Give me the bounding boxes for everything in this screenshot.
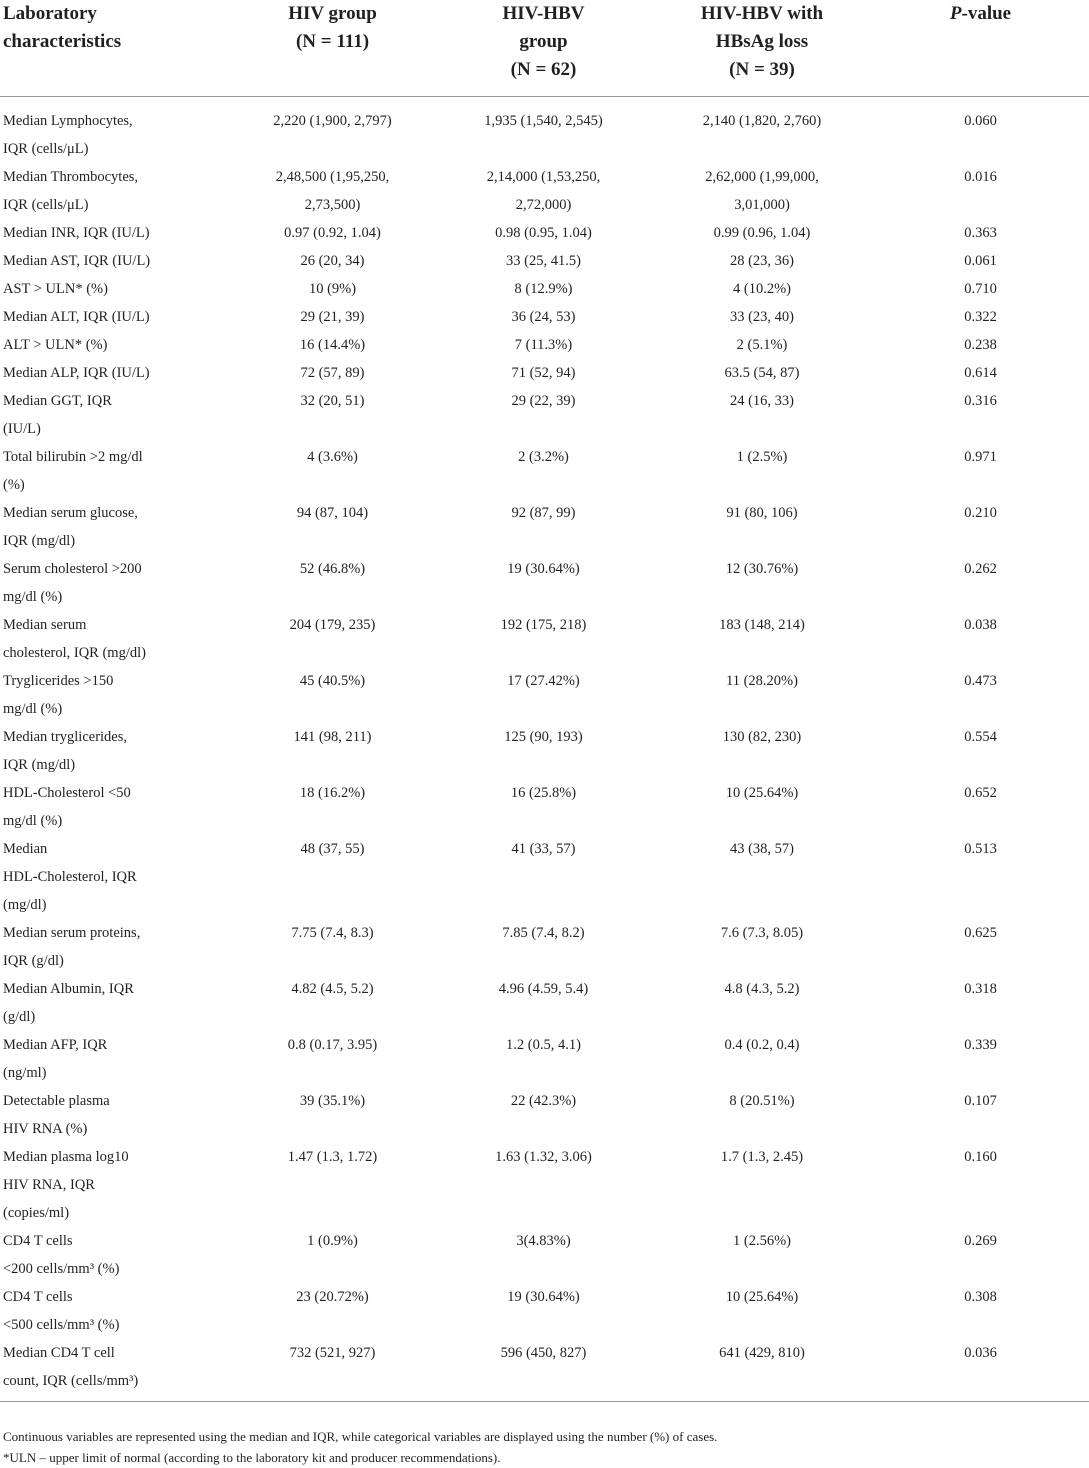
table-row [0, 387, 1089, 443]
table-row [0, 1143, 1089, 1227]
cell-hiv-group: 16 (14.4%) [299, 337, 366, 353]
cell-hiv-hbv-group: 3(4.83%) [516, 1233, 571, 1249]
cell-p-value: 0.036 [964, 1345, 997, 1361]
cell-p-value: 0.710 [964, 281, 997, 297]
cell-hiv-group: 1.47 (1.3, 1.72) [287, 1149, 378, 1165]
cell-hiv-group: 23 (20.72%) [296, 1289, 369, 1305]
table-footnotes [3, 1426, 1083, 1468]
cell-p-value: 0.016 [964, 169, 997, 185]
cell-hiv-group: 4 (3.6%) [307, 449, 358, 465]
cell-hiv-hbv-group: 192 (175, 218) [500, 617, 587, 633]
cell-p-value: 0.971 [964, 449, 997, 465]
footnote-line: *ULN – upper limit of normal (according to the laboratory kit and producer recommendations). [3, 1450, 501, 1465]
cell-hiv-hbv-group: 0.98 (0.95, 1.04) [495, 225, 592, 241]
header-hiv-group: HIV group (N = 111) [288, 3, 377, 52]
row-label: Median Albumin, IQR (g/dl) [3, 981, 134, 1025]
table-row [0, 667, 1089, 723]
cell-hiv-group: 94 (87, 104) [296, 505, 369, 521]
row-label: ALT > ULN* (%) [3, 337, 108, 353]
cell-hiv-hbv-group: 1.63 (1.32, 3.06) [495, 1149, 592, 1165]
cell-hbsag-loss-group: 0.99 (0.96, 1.04) [713, 225, 811, 241]
cell-p-value: 0.614 [964, 365, 997, 381]
row-label: Median AST, IQR (IU/L) [3, 253, 151, 269]
cell-p-value: 0.322 [964, 309, 997, 325]
cell-hbsag-loss-group: 10 (25.64%) [725, 1289, 799, 1305]
table-row [0, 275, 1089, 303]
cell-hiv-hbv-group: 7.85 (7.4, 8.2) [502, 925, 585, 941]
cell-p-value: 0.318 [964, 981, 997, 997]
row-label: Median GGT, IQR (IU/L) [3, 393, 112, 437]
table-row [0, 975, 1089, 1031]
table-row [0, 163, 1089, 219]
cell-hiv-hbv-group: 1,935 (1,540, 2,545) [484, 113, 603, 129]
cell-hiv-hbv-group: 19 (30.64%) [507, 1289, 580, 1305]
cell-hbsag-loss-group: 2,62,000 (1,99,000, 3,01,000) [705, 169, 819, 213]
table-row [0, 1087, 1089, 1143]
cell-hbsag-loss-group: 2,140 (1,820, 2,760) [702, 113, 822, 129]
cell-hiv-group: 7.75 (7.4, 8.3) [291, 925, 374, 941]
table-row [0, 1283, 1089, 1339]
table-row [0, 779, 1089, 835]
cell-hiv-hbv-group: 4.96 (4.59, 5.4) [498, 981, 589, 997]
header-p-value: P-value [949, 3, 1012, 24]
cell-hiv-group: 0.8 (0.17, 3.95) [287, 1037, 378, 1053]
table-row [0, 723, 1089, 779]
cell-hiv-hbv-group: 41 (33, 57) [511, 841, 576, 857]
table-row [0, 219, 1089, 247]
cell-p-value: 0.363 [964, 225, 997, 241]
row-label: AST > ULN* (%) [3, 281, 108, 297]
cell-hiv-group: 4.82 (4.5, 5.2) [291, 981, 374, 997]
cell-hiv-group: 45 (40.5%) [299, 673, 366, 689]
cell-hbsag-loss-group: 12 (30.76%) [725, 561, 799, 577]
cell-p-value: 0.513 [964, 841, 997, 857]
cell-p-value: 0.238 [964, 337, 997, 353]
row-label: Serum cholesterol >200 mg/dl (%) [3, 561, 142, 605]
cell-hiv-hbv-group: 8 (12.9%) [514, 281, 573, 297]
row-label: Median Lymphocytes, IQR (cells/μL) [3, 113, 133, 157]
header-laboratory-characteristics: Laboratory characteristics [3, 3, 122, 52]
cell-hiv-group: 32 (20, 51) [300, 393, 365, 409]
row-label: Total bilirubin >2 mg/dl (%) [3, 449, 143, 493]
cell-p-value: 0.061 [964, 253, 997, 269]
cell-hiv-hbv-group: 2 (3.2%) [518, 449, 569, 465]
cell-hbsag-loss-group: 1 (2.5%) [736, 449, 788, 465]
cell-hbsag-loss-group: 91 (80, 106) [726, 505, 798, 521]
cell-hbsag-loss-group: 7.6 (7.3, 8.05) [720, 925, 804, 941]
row-label: Detectable plasma HIV RNA (%) [3, 1093, 110, 1137]
cell-hbsag-loss-group: 183 (148, 214) [719, 617, 805, 633]
row-label: Median INR, IQR (IU/L) [3, 225, 150, 241]
cell-hiv-hbv-group: 22 (42.3%) [510, 1093, 577, 1109]
cell-hiv-hbv-group: 19 (30.64%) [507, 561, 580, 577]
cell-hiv-hbv-group: 36 (24, 53) [511, 309, 576, 325]
table-row [0, 331, 1089, 359]
table-row [0, 1227, 1089, 1283]
header-hiv-hbv-group: HIV-HBV group (N = 62) [502, 3, 585, 80]
table-row [0, 835, 1089, 919]
cell-hbsag-loss-group: 130 (82, 230) [722, 729, 802, 745]
table-row [0, 611, 1089, 667]
cell-hiv-hbv-group: 1.2 (0.5, 4.1) [506, 1037, 581, 1053]
cell-hiv-group: 39 (35.1%) [299, 1093, 366, 1109]
cell-hiv-group: 204 (179, 235) [289, 617, 376, 633]
cell-hbsag-loss-group: 43 (38, 57) [729, 841, 795, 857]
row-label: Median AFP, IQR (ng/ml) [3, 1037, 108, 1081]
cell-p-value: 0.652 [964, 785, 997, 801]
cell-hbsag-loss-group: 1.7 (1.3, 2.45) [720, 1149, 804, 1165]
cell-hiv-group: 72 (57, 89) [300, 365, 365, 381]
table-header [0, 0, 1089, 97]
row-label: Tryglicerides >150 mg/dl (%) [3, 673, 114, 717]
row-label: CD4 T cells <500 cells/mm³ (%) [3, 1289, 120, 1333]
table-row [0, 919, 1089, 975]
cell-hiv-group: 732 (521, 927) [289, 1345, 376, 1361]
cell-hiv-group: 18 (16.2%) [299, 785, 366, 801]
cell-hbsag-loss-group: 4.8 (4.3, 5.2) [724, 981, 800, 997]
cell-hbsag-loss-group: 8 (20.51%) [729, 1093, 795, 1109]
row-label: Median ALP, IQR (IU/L) [3, 365, 150, 381]
cell-hiv-hbv-group: 29 (22, 39) [511, 393, 576, 409]
cell-hiv-hbv-group: 17 (27.42%) [507, 673, 580, 689]
table-body [0, 97, 1089, 1402]
row-label: Median plasma log10 HIV RNA, IQR (copies/ml) [3, 1149, 129, 1221]
row-label: Median tryglicerides, IQR (mg/dl) [3, 729, 128, 773]
table-row [0, 499, 1089, 555]
cell-p-value: 0.625 [964, 925, 997, 941]
cell-hbsag-loss-group: 63.5 (54, 87) [724, 365, 800, 381]
cell-hbsag-loss-group: 641 (429, 810) [719, 1345, 805, 1361]
cell-p-value: 0.107 [964, 1093, 997, 1109]
cell-hiv-hbv-group: 33 (25, 41.5) [506, 253, 581, 269]
cell-hiv-group: 0.97 (0.92, 1.04) [284, 225, 381, 241]
cell-p-value: 0.160 [964, 1149, 997, 1165]
row-label: Median serum cholesterol, IQR (mg/dl) [3, 617, 146, 661]
cell-hbsag-loss-group: 28 (23, 36) [729, 253, 795, 269]
cell-hiv-hbv-group: 71 (52, 94) [511, 365, 576, 381]
cell-hiv-group: 29 (21, 39) [300, 309, 365, 325]
row-label: Median serum glucose, IQR (mg/dl) [3, 505, 138, 549]
cell-p-value: 0.473 [964, 673, 997, 689]
cell-hiv-group: 2,48,500 (1,95,250, 2,73,500) [275, 169, 390, 213]
cell-hiv-group: 48 (37, 55) [300, 841, 365, 857]
cell-hiv-hbv-group: 92 (87, 99) [511, 505, 576, 521]
cell-hbsag-loss-group: 33 (23, 40) [729, 309, 795, 325]
cell-hbsag-loss-group: 4 (10.2%) [733, 281, 791, 297]
cell-hiv-hbv-group: 596 (450, 827) [500, 1345, 587, 1361]
row-label: Median ALT, IQR (IU/L) [3, 309, 150, 325]
row-label: HDL-Cholesterol <50 mg/dl (%) [3, 785, 131, 829]
table-row [0, 303, 1089, 331]
cell-hiv-group: 2,220 (1,900, 2,797) [273, 113, 392, 129]
row-label: Median Thrombocytes, IQR (cells/μL) [3, 169, 139, 213]
cell-hiv-group: 52 (46.8%) [299, 561, 366, 577]
row-label: Median HDL-Cholesterol, IQR (mg/dl) [3, 841, 137, 913]
cell-hiv-group: 10 (9%) [308, 281, 357, 297]
cell-hbsag-loss-group: 11 (28.20%) [726, 673, 798, 689]
footnote-line: Continuous variables are represented using the median and IQR, while categorical variables are displayed using the number (%) of cases. [3, 1429, 718, 1444]
cell-hiv-hbv-group: 125 (90, 193) [504, 729, 583, 745]
cell-hbsag-loss-group: 24 (16, 33) [729, 393, 795, 409]
cell-hiv-hbv-group: 7 (11.3%) [514, 337, 573, 353]
cell-hiv-group: 141 (98, 211) [293, 729, 372, 745]
cell-p-value: 0.060 [964, 113, 997, 129]
table-row [0, 97, 1089, 164]
cell-hiv-hbv-group: 16 (25.8%) [510, 785, 577, 801]
row-label: Median CD4 T cell count, IQR (cells/mm³) [3, 1345, 139, 1389]
table-row [0, 1339, 1089, 1402]
cell-hbsag-loss-group: 0.4 (0.2, 0.4) [724, 1037, 800, 1053]
cell-p-value: 0.554 [964, 729, 997, 745]
row-label: Median serum proteins, IQR (g/dl) [3, 925, 141, 969]
cell-p-value: 0.210 [964, 505, 997, 521]
cell-hbsag-loss-group: 10 (25.64%) [725, 785, 799, 801]
cell-hbsag-loss-group: 2 (5.1%) [736, 337, 788, 353]
table-row [0, 247, 1089, 275]
cell-p-value: 0.308 [964, 1289, 997, 1305]
header-hbsag-loss-group: HIV-HBV with HBsAg loss (N = 39) [700, 3, 824, 80]
table-row [0, 1031, 1089, 1087]
cell-hbsag-loss-group: 1 (2.56%) [733, 1233, 791, 1249]
cell-p-value: 0.262 [964, 561, 997, 577]
cell-p-value: 0.269 [964, 1233, 997, 1249]
table-row [0, 443, 1089, 499]
row-label: CD4 T cells <200 cells/mm³ (%) [3, 1233, 120, 1277]
cell-p-value: 0.339 [964, 1037, 997, 1053]
cell-hiv-hbv-group: 2,14,000 (1,53,250, 2,72,000) [486, 169, 601, 213]
cell-p-value: 0.316 [964, 393, 997, 409]
cell-p-value: 0.038 [964, 617, 997, 633]
table-row [0, 555, 1089, 611]
cell-hiv-group: 26 (20, 34) [300, 253, 365, 269]
cell-hiv-group: 1 (0.9%) [307, 1233, 358, 1249]
table-row [0, 359, 1089, 387]
